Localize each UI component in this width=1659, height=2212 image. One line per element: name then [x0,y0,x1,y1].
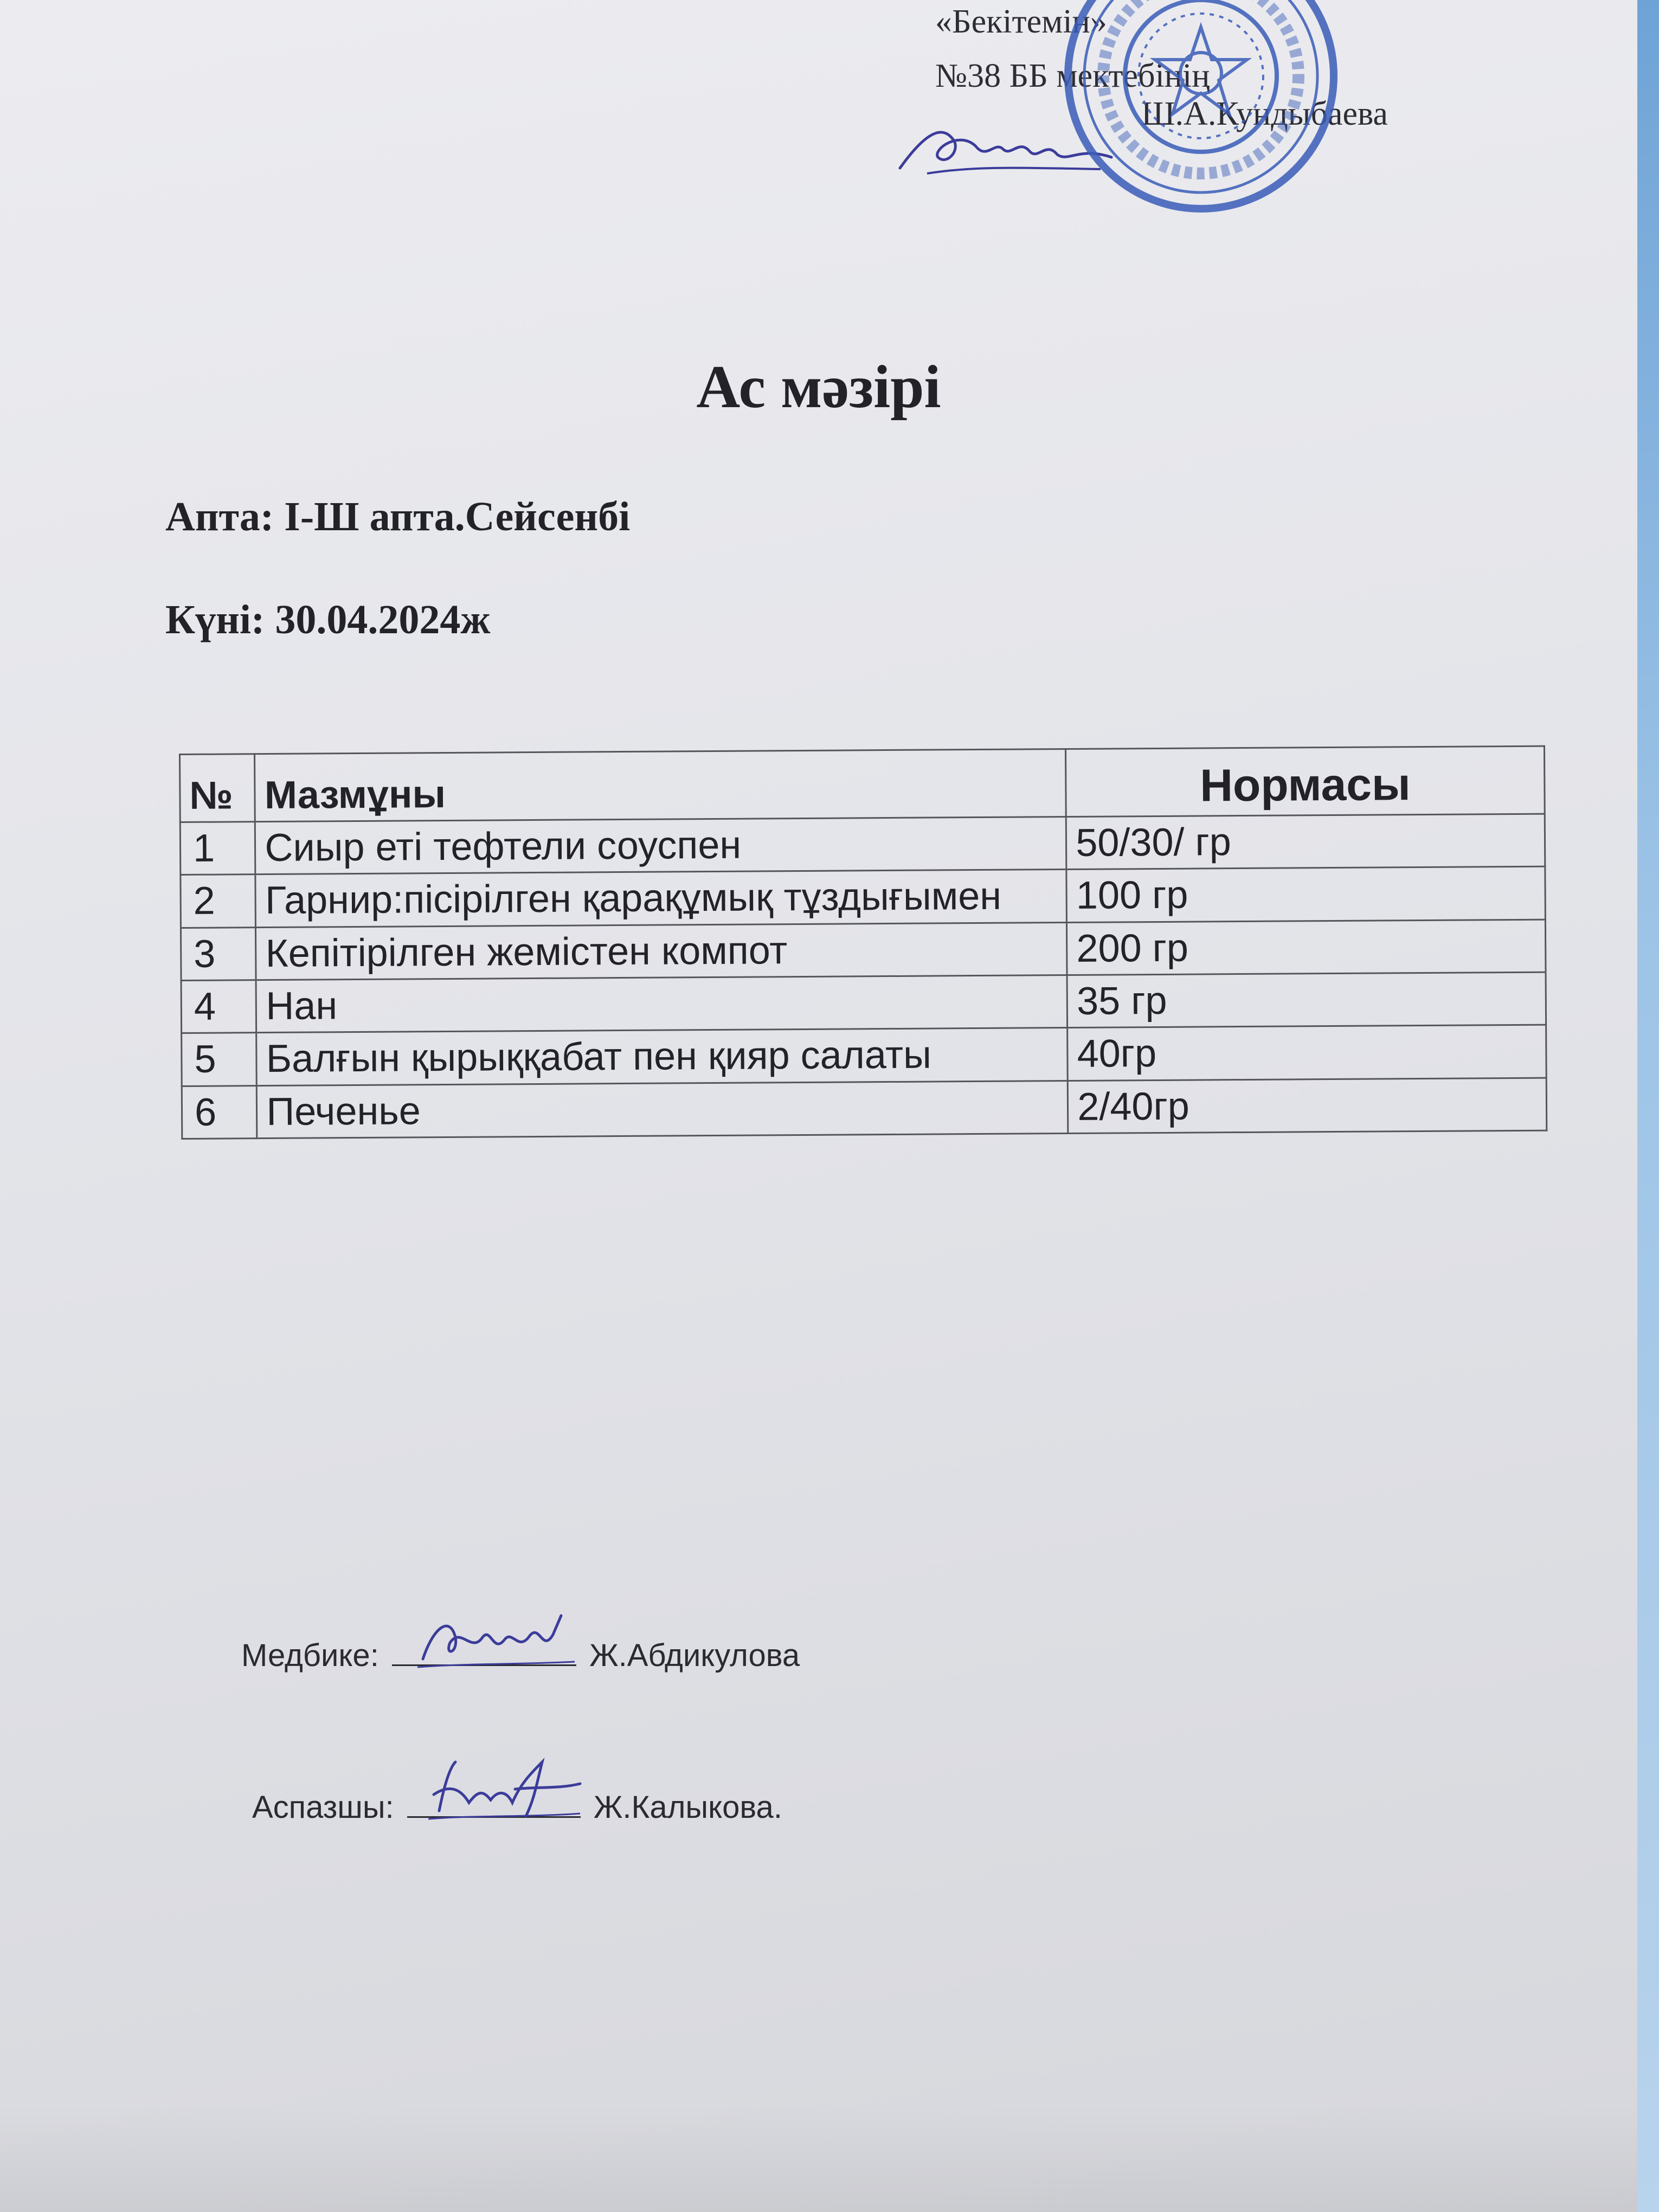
row-norm: 40гр [1068,1025,1546,1081]
row-dish: Гарнир:пісірілген қарақұмық тұздығымен [255,870,1066,928]
table-row [180,814,1545,874]
nurse-name: Ж.Абдикулова [589,1638,800,1673]
approval-director-name: Ш.А.Кундыбаева [1141,95,1388,132]
nurse-signature [412,1605,586,1675]
row-dish: Кепітірілген жемістен компот [256,922,1067,980]
table-row [181,919,1546,980]
sheet-shadow [0,2104,1637,2212]
row-norm: 200 гр [1067,919,1546,975]
row-dish: Нан [256,975,1068,1032]
cook-name: Ж.Калыкова. [593,1790,782,1825]
cook-role: Аспазшы: [252,1790,394,1825]
table-row [181,866,1546,928]
row-number: 5 [182,1032,257,1086]
header-number: № [180,754,255,822]
table-row [182,1025,1547,1086]
table-row [182,1078,1547,1139]
table-row [181,972,1546,1033]
row-dish: Балғын қырыққабат пен қияр салаты [256,1027,1068,1085]
approval-heading: «Бекітемін» [935,3,1107,40]
row-norm: 35 гр [1067,972,1546,1027]
date-line: Күні: 30.04.2024ж [165,597,491,642]
school-stamp [1038,0,1364,249]
row-number: 6 [182,1085,257,1139]
approval-school: №38 ББ мектебінің [935,57,1210,94]
header-content: Мазмұны [255,749,1066,822]
row-number: 1 [180,822,255,875]
table-header-row [180,746,1545,822]
row-norm: 50/30/ гр [1066,814,1545,869]
cook-signature [417,1751,591,1827]
header-norm: Нормасы [1066,746,1545,816]
row-norm: 2/40гр [1068,1078,1546,1133]
row-norm: 100 гр [1066,866,1545,922]
menu-table [179,745,1547,1140]
page-title: Ас мәзірі [696,353,941,421]
row-number: 4 [181,980,256,1033]
row-number: 3 [181,927,256,980]
nurse-role: Медбике: [241,1638,379,1673]
row-dish: Печенье [257,1081,1068,1138]
row-dish: Сиыр еті тефтели соуспен [255,817,1066,874]
week-line: Апта: І-Ш апта.Сейсенбі [165,494,631,539]
background-edge [1637,0,1659,2212]
row-number: 2 [181,874,256,928]
